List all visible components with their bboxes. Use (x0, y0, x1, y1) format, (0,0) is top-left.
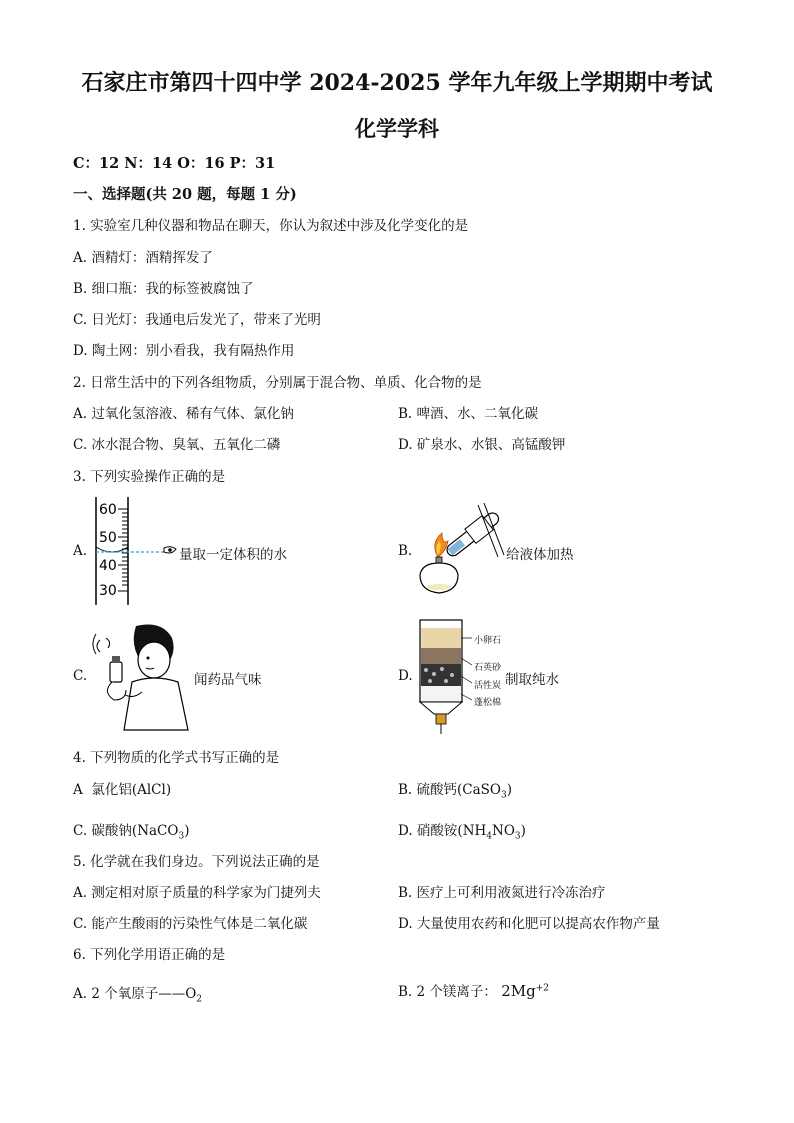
q5-option-b: B. 医疗上可利用液氮进行冷冻治疗 (398, 885, 606, 901)
graduated-cylinder-figure (88, 495, 180, 607)
q1-option-b: B. 细口瓶：我的标签被腐蚀了 (73, 281, 254, 297)
q2-option-a: A. 过氧化氢溶液、稀有气体、氯化钠 (73, 406, 294, 422)
q4-option-c: C. 碳酸钠(NaCO$_3$) (73, 823, 190, 842)
q6-stem: 6. 下列化学用语正确的是 (73, 947, 226, 963)
q5-option-c: C. 能产生酸雨的污染性气体是二氧化碳 (73, 916, 308, 932)
q3-d-letter: D. (398, 668, 413, 684)
q2-option-c: C. 冰水混合物、臭氧、五氧化二磷 (73, 437, 281, 453)
q4-option-a (73, 778, 171, 798)
q5-option-a: A. 测定相对原子质量的科学家为门捷列夫 (73, 885, 321, 901)
q2-option-d: D. 矿泉水、水银、高锰酸钾 (398, 437, 566, 453)
q5-stem: 5. 化学就在我们身边。下列说法正确的是 (73, 854, 320, 870)
q4-a-letter: A (73, 782, 83, 798)
section-heading: 一、选择题(共 20 题，每题 1 分) (73, 186, 297, 203)
q4-option-b: B. 硫酸钙(CaSO$_3$) (398, 782, 512, 801)
heating-liquid-figure (412, 495, 508, 605)
q6-option-b: B. 2 个镁离子： $2Mg^{+2}$ (398, 982, 549, 1000)
q3-b-caption: 给液体加热 (506, 547, 574, 563)
layer-label-cotton: 蓬松棉 (474, 698, 502, 708)
q4-option-d: D. 硝酸铵$(NH_4NO_3)$ (398, 823, 526, 842)
exam-title: 石家庄市第四十四中学 2024-2025 学年九年级上学期期中考试 (81, 70, 713, 96)
tick-60: 60 (99, 502, 117, 518)
q1-option-d: D. 陶土网：别小看我，我有隔热作用 (73, 343, 295, 359)
q3-a-letter: A. (73, 543, 88, 559)
q5-option-d: D. 大量使用农药和化肥可以提高农作物产量 (398, 916, 660, 932)
atomic-masses: C：12 N：14 O：16 P：31 (73, 155, 276, 172)
tick-50: 50 (99, 530, 117, 546)
q2-option-b: B. 啤酒、水、二氧化碳 (398, 406, 539, 422)
q1-stem: 1. 实验室几种仪器和物品在聊天，你认为叙述中涉及化学变化的是 (73, 218, 469, 234)
layer-label-activated-carbon: 活性炭 (474, 681, 502, 691)
q1-option-c: C. 日光灯：我通电后发光了，带来了光明 (73, 312, 321, 328)
q4-stem: 4. 下列物质的化学式书写正确的是 (73, 750, 280, 766)
q3-c-caption: 闻药品气味 (194, 672, 262, 688)
q3-c-letter: C. (73, 668, 88, 684)
q1-option-a: A. 酒精灯：酒精挥发了 (73, 250, 213, 266)
tick-30: 30 (99, 583, 117, 599)
subject-title: 化学学科 (355, 116, 439, 141)
smelling-figure (92, 620, 194, 732)
q3-b-letter: B. (398, 543, 413, 559)
q2-stem: 2. 日常生活中的下列各组物质，分别属于混合物、单质、化合物的是 (73, 375, 482, 391)
tick-40: 40 (99, 558, 117, 574)
q3-d-caption: 制取纯水 (505, 672, 559, 688)
q3-a-caption: 量取一定体积的水 (179, 547, 287, 563)
q4-a-text: 氯化铝(AlCl) (91, 782, 172, 798)
q6-option-a: A. 2 个氧原子$——O_2$ (73, 986, 203, 1005)
layer-label-pebbles: 小卵石 (474, 636, 502, 646)
q3-stem: 3. 下列实验操作正确的是 (73, 469, 226, 485)
layer-label-quartz-sand: 石英砂 (474, 663, 502, 673)
